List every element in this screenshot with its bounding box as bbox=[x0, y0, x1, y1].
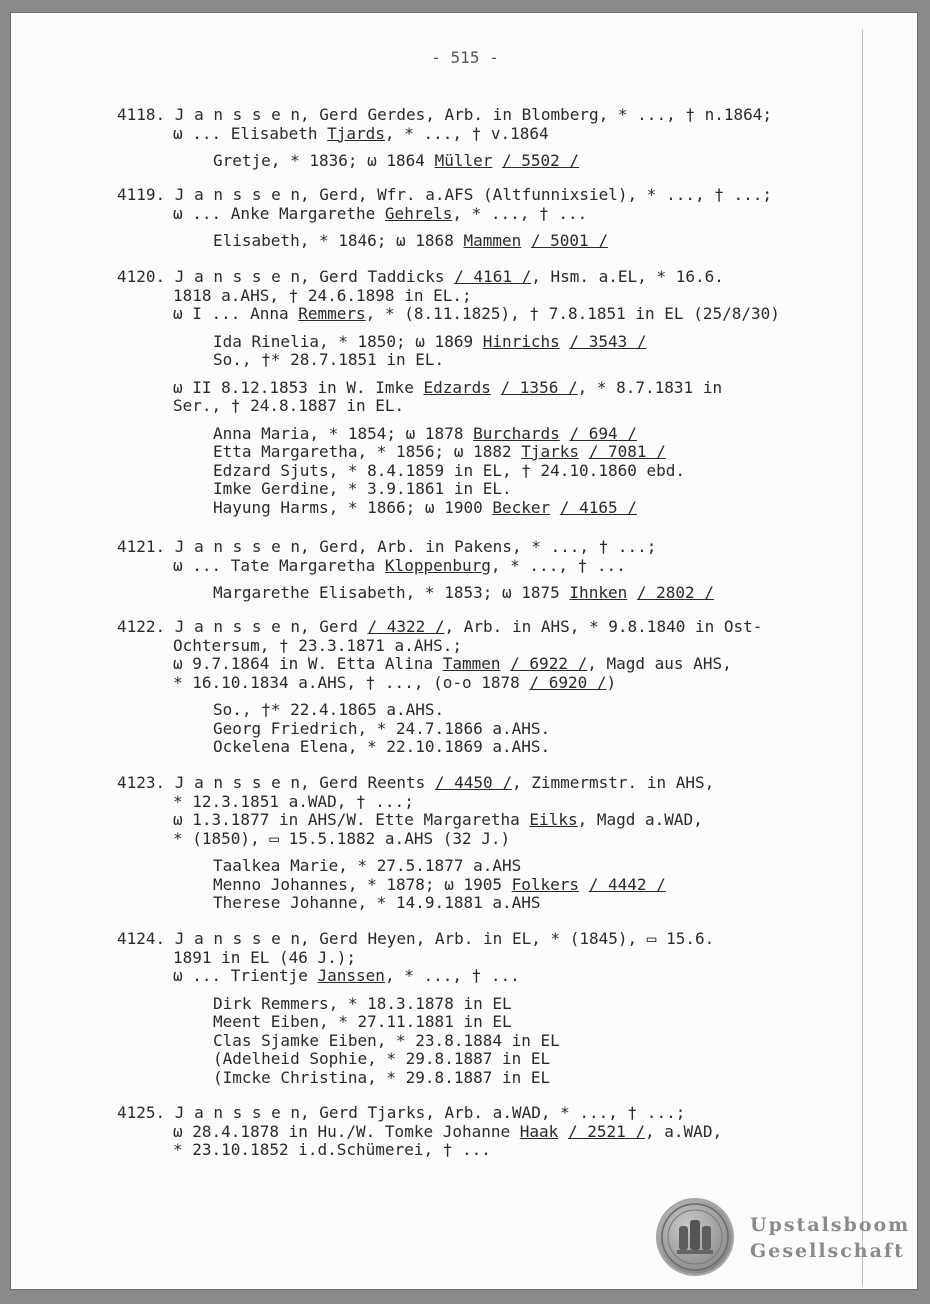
entry-line bbox=[117, 995, 857, 1014]
entry-line bbox=[117, 557, 857, 576]
text-run: Hayung Harms, * 1866; ω 1900 bbox=[213, 497, 493, 517]
underlined-reference: / 5502 / bbox=[502, 151, 580, 170]
entry-line bbox=[117, 1141, 857, 1160]
entry-line bbox=[117, 499, 857, 518]
text-run bbox=[627, 583, 637, 602]
entry-line bbox=[117, 351, 857, 370]
text-run: 4121. J a n s s e n, Gerd, Arb. in Pakens, * ..., † ...; bbox=[117, 537, 657, 556]
underlined-reference: / 1356 / bbox=[500, 377, 578, 397]
text-run: ) bbox=[606, 672, 617, 692]
entry-line bbox=[117, 674, 857, 693]
text-run bbox=[579, 442, 589, 461]
entry-4122 bbox=[117, 618, 857, 757]
entry-4125 bbox=[117, 1104, 857, 1160]
underlined-reference: Haak bbox=[519, 1121, 559, 1141]
text-run: Anna Maria, * 1854; ω 1878 bbox=[213, 423, 474, 443]
text-run: 1818 a.AHS, † 24.6.1898 in EL.; bbox=[173, 285, 472, 305]
underlined-reference: Tjarks bbox=[521, 442, 580, 461]
underlined-reference: Edzards bbox=[423, 377, 491, 397]
entry-line bbox=[117, 1123, 857, 1142]
text-run: Imke Gerdine, * 3.9.1861 in EL. bbox=[213, 479, 512, 498]
entry-line bbox=[117, 637, 857, 656]
text-run: Edzard Sjuts, * 8.4.1859 in EL, † 24.10.1860 ebd. bbox=[213, 460, 686, 480]
underlined-reference: / 4161 / bbox=[454, 267, 532, 286]
underlined-reference: Kloppenburg bbox=[384, 555, 491, 575]
entry-line bbox=[117, 1050, 857, 1069]
text-run: ω ... Tate Margaretha bbox=[173, 555, 385, 575]
underlined-reference: Müller bbox=[434, 151, 493, 170]
entry-line bbox=[117, 1013, 857, 1032]
text-run: , * ..., † ... bbox=[452, 203, 588, 223]
text-run: ω 1.3.1877 in AHS/W. Ette Margaretha bbox=[173, 810, 530, 829]
underlined-reference: Janssen bbox=[317, 966, 385, 985]
text-run: Georg Friedrich, * 24.7.1866 a.AHS. bbox=[213, 718, 551, 738]
logo-text-line2: Gesellschaft bbox=[750, 1240, 905, 1262]
entry-line bbox=[117, 333, 857, 352]
entry-4124 bbox=[117, 930, 857, 1087]
text-run: (Imcke Christina, * 29.8.1887 in EL bbox=[213, 1067, 551, 1087]
entry-line bbox=[117, 811, 857, 830]
underlined-reference: / 2521 / bbox=[567, 1121, 646, 1141]
text-run: ω ... Elisabeth bbox=[173, 123, 328, 143]
entry-line bbox=[117, 894, 857, 913]
entry-line bbox=[117, 106, 857, 125]
entry-line bbox=[117, 287, 857, 306]
underlined-reference: Tammen bbox=[442, 654, 501, 673]
text-run: (Adelheid Sophie, * 29.8.1887 in EL bbox=[213, 1049, 551, 1068]
entry-4119 bbox=[117, 186, 857, 251]
entry-line bbox=[117, 1069, 857, 1088]
underlined-reference: / 4165 / bbox=[559, 497, 637, 517]
underlined-reference: / 7081 / bbox=[588, 442, 666, 461]
entry-line bbox=[117, 480, 857, 499]
text-run: 4124. J a n s s e n, Gerd Heyen, Arb. in EL, * (1845), ▭ 15.6. bbox=[117, 929, 715, 948]
entry-line bbox=[117, 967, 857, 986]
underlined-reference: Burchards bbox=[473, 423, 560, 443]
text-run bbox=[521, 231, 531, 250]
text-run: , Arb. in AHS, * 9.8.1840 in Ost- bbox=[444, 617, 763, 636]
text-run: * 23.10.1852 i.d.Schümerei, † ... bbox=[173, 1140, 491, 1159]
entry-line bbox=[117, 701, 857, 720]
entry-4121 bbox=[117, 538, 857, 603]
underlined-reference: / 4450 / bbox=[434, 773, 512, 792]
entry-line bbox=[117, 462, 857, 481]
society-logo bbox=[658, 1200, 918, 1280]
entry-line bbox=[117, 584, 857, 603]
text-run: Clas Sjamke Eiben, * 23.8.1884 in EL bbox=[213, 1030, 560, 1050]
entry-line bbox=[117, 949, 857, 968]
text-run: 1891 in EL (46 J.); bbox=[173, 947, 357, 967]
underlined-reference: Gehrels bbox=[384, 203, 453, 223]
text-run: , * ..., † ... bbox=[384, 966, 520, 985]
entry-line bbox=[117, 425, 857, 444]
underlined-reference: Hinrichs bbox=[482, 331, 560, 351]
entry-line bbox=[117, 538, 857, 557]
text-run bbox=[491, 378, 501, 397]
entry-line bbox=[117, 379, 857, 398]
text-run: 4120. J a n s s e n, Gerd Taddicks bbox=[117, 267, 455, 286]
entry-line bbox=[117, 397, 857, 416]
entry-line bbox=[117, 268, 857, 287]
entry-line bbox=[117, 720, 857, 739]
text-run: Etta Margaretha, * 1856; ω 1882 bbox=[213, 442, 522, 461]
underlined-reference: / 6920 / bbox=[529, 672, 607, 692]
text-run: , Hsm. a.EL, * 16.6. bbox=[531, 267, 724, 286]
text-run: 4122. J a n s s e n, Gerd bbox=[117, 617, 368, 636]
text-run: ω 28.4.1878 in Hu./W. Tomke Johanne bbox=[173, 1121, 520, 1141]
underlined-reference: Becker bbox=[492, 497, 551, 517]
text-run: Taalkea Marie, * 27.5.1877 a.AHS bbox=[213, 856, 522, 875]
entry-line bbox=[117, 930, 857, 949]
entry-line bbox=[117, 125, 857, 144]
underlined-reference: / 2802 / bbox=[636, 583, 714, 602]
underlined-reference: / 3543 / bbox=[569, 331, 647, 351]
text-run: ω I ... Anna bbox=[173, 304, 299, 323]
page-number: - 515 - bbox=[431, 48, 499, 67]
underlined-reference: Eilks bbox=[529, 810, 578, 829]
entry-4120 bbox=[117, 268, 857, 517]
text-run: ω II 8.12.1853 in W. Imke bbox=[173, 377, 424, 397]
text-run: Ochtersum, † 23.3.1871 a.AHS.; bbox=[173, 635, 462, 655]
entry-line bbox=[117, 793, 857, 812]
entry-line bbox=[117, 205, 857, 224]
entry-line bbox=[117, 443, 857, 462]
underlined-reference: Ihnken bbox=[569, 583, 628, 602]
text-run: , Zimmermstr. in AHS, bbox=[511, 773, 715, 792]
text-run: * 16.10.1834 a.AHS, † ..., (o-o 1878 bbox=[173, 672, 530, 692]
entry-line bbox=[117, 1104, 857, 1123]
seal-icon bbox=[658, 1200, 732, 1274]
text-run: So., †* 22.4.1865 a.AHS. bbox=[213, 700, 445, 719]
entry-line bbox=[117, 305, 857, 324]
text-run: Ida Rinelia, * 1850; ω 1869 bbox=[213, 331, 483, 351]
text-run bbox=[558, 1122, 568, 1141]
text-run: , a.WAD, bbox=[645, 1121, 723, 1141]
underlined-reference: Mammen bbox=[463, 231, 522, 250]
text-run: Therese Johanne, * 14.9.1881 a.AHS bbox=[213, 893, 541, 912]
text-run bbox=[560, 424, 570, 443]
text-run: ω ... Anke Margarethe bbox=[173, 203, 385, 223]
text-run: Margarethe Elisabeth, * 1853; ω 1875 bbox=[213, 583, 570, 602]
entry-line bbox=[117, 738, 857, 757]
text-run bbox=[501, 654, 511, 673]
text-run: , * ..., † ... bbox=[490, 555, 626, 575]
text-run bbox=[492, 151, 502, 170]
text-run: Meent Eiben, * 27.11.1881 in EL bbox=[213, 1012, 512, 1031]
text-run: , * 8.7.1831 in bbox=[577, 377, 723, 397]
text-run: , Magd aus AHS, bbox=[587, 654, 732, 673]
logo-text-line1: Upstalsboom bbox=[750, 1214, 911, 1236]
text-run: Elisabeth, * 1846; ω 1868 bbox=[213, 231, 464, 250]
text-run bbox=[550, 498, 560, 517]
text-run bbox=[560, 332, 570, 351]
text-run: , Magd a.WAD, bbox=[577, 810, 703, 829]
entry-line bbox=[117, 186, 857, 205]
text-run: 4118. J a n s s e n, Gerd Gerdes, Arb. in Blomberg, * ..., † n.1864; bbox=[117, 105, 773, 124]
entry-line bbox=[117, 655, 857, 674]
entry-4118 bbox=[117, 106, 857, 171]
text-run: 4123. J a n s s e n, Gerd Reents bbox=[117, 773, 435, 792]
entry-4123 bbox=[117, 774, 857, 913]
text-run bbox=[579, 875, 589, 894]
entry-line bbox=[117, 1032, 857, 1051]
text-run: Menno Johannes, * 1878; ω 1905 bbox=[213, 874, 512, 894]
entry-line bbox=[117, 232, 857, 251]
text-run: , * ..., † v.1864 bbox=[384, 123, 549, 143]
page-edge-rule bbox=[862, 30, 863, 1286]
text-run: 4125. J a n s s e n, Gerd Tjarks, Arb. a.WAD, * ..., † ...; bbox=[117, 1103, 686, 1122]
underlined-reference: / 6922 / bbox=[510, 654, 588, 673]
entry-line bbox=[117, 830, 857, 849]
text-run: Gretje, * 1836; ω 1864 bbox=[213, 151, 435, 170]
underlined-reference: Remmers bbox=[298, 304, 366, 323]
text-run: So., †* 28.7.1851 in EL. bbox=[213, 350, 445, 369]
text-run: * (1850), ▭ 15.5.1882 a.AHS (32 J.) bbox=[173, 828, 511, 848]
underlined-reference: / 5001 / bbox=[530, 231, 608, 250]
text-run: Ockelena Elena, * 22.10.1869 a.AHS. bbox=[213, 737, 551, 756]
underlined-reference: / 4322 / bbox=[367, 617, 445, 636]
underlined-reference: / 694 / bbox=[569, 423, 637, 443]
text-run: Ser., † 24.8.1887 in EL. bbox=[173, 396, 405, 415]
entry-line bbox=[117, 857, 857, 876]
underlined-reference: / 4442 / bbox=[588, 874, 666, 894]
underlined-reference: Folkers bbox=[511, 874, 580, 894]
text-run: * 12.3.1851 a.WAD, † ...; bbox=[173, 791, 414, 811]
entry-line bbox=[117, 152, 857, 171]
text-run: ω ... Trientje bbox=[173, 966, 318, 985]
entry-line bbox=[117, 876, 857, 895]
underlined-reference: Tjards bbox=[327, 123, 385, 143]
entry-line bbox=[117, 618, 857, 637]
text-run: 4119. J a n s s e n, Gerd, Wfr. a.AFS (Altfunnixsiel), * ..., † ...; bbox=[117, 185, 773, 204]
text-run: ω 9.7.1864 in W. Etta Alina bbox=[173, 654, 443, 673]
text-run: Dirk Remmers, * 18.3.1878 in EL bbox=[213, 993, 512, 1013]
text-run: , * (8.11.1825), † 7.8.1851 in EL (25/8/30) bbox=[365, 304, 780, 323]
entry-line bbox=[117, 774, 857, 793]
